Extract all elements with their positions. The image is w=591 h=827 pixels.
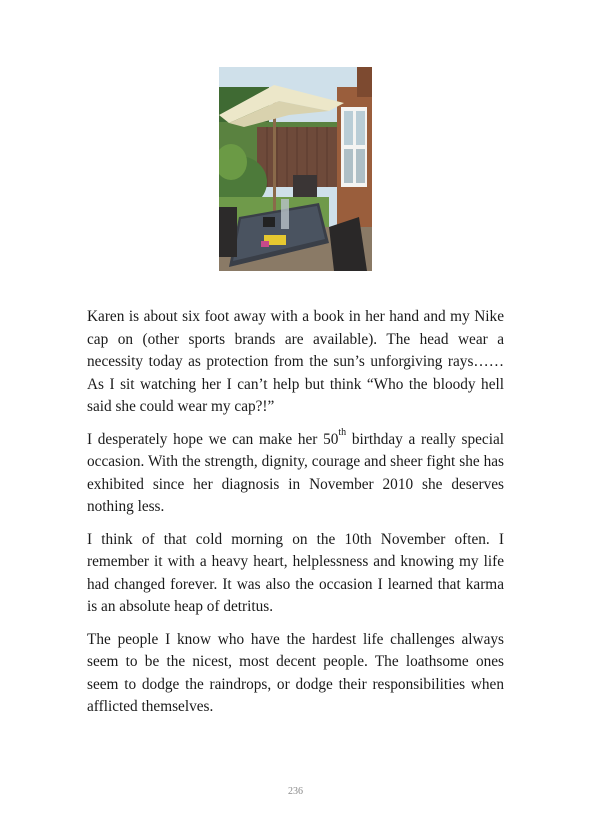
- paragraph-2: [87, 429, 504, 519]
- paragraph-4: The people I know who have the hardest life challenges always seem to be the nicest, most decent people. The loathsome ones seem to dodge the raindrops, or dodge their responsibilities when afflicted themselves.: [87, 630, 504, 715]
- paragraph-1: Karen is about six foot away with a book in her hand and my Nike cap on (other sports brands are available). The head wear a necessity today as protection from the sun’s unforgiving rays…… As I sit watching her I can’t help but think “Who the bloody hell said she could wear my cap?!”: [87, 308, 504, 415]
- garden-photo-illustration: [219, 67, 372, 271]
- paragraph-3: I think of that cold morning on the 10th November often. I remember it with a heavy heart, helplessness and knowing my life had changed forever. It was also the occasion I learned that karma is an absolute heap of detritus.: [87, 530, 504, 615]
- garden-photo: [219, 67, 372, 271]
- body-text: [87, 306, 504, 729]
- paragraph-2-end: birthday a really special occasion. With the strength, dignity, courage and sheer fight she has exhibited since her diagnosis in November 2010 she deserves nothing less.: [87, 430, 504, 515]
- page-number: 236: [288, 786, 303, 797]
- ordinal-suffix: th: [338, 427, 347, 439]
- paragraph-2-start: I desperately hope we can make her 50: [87, 430, 339, 448]
